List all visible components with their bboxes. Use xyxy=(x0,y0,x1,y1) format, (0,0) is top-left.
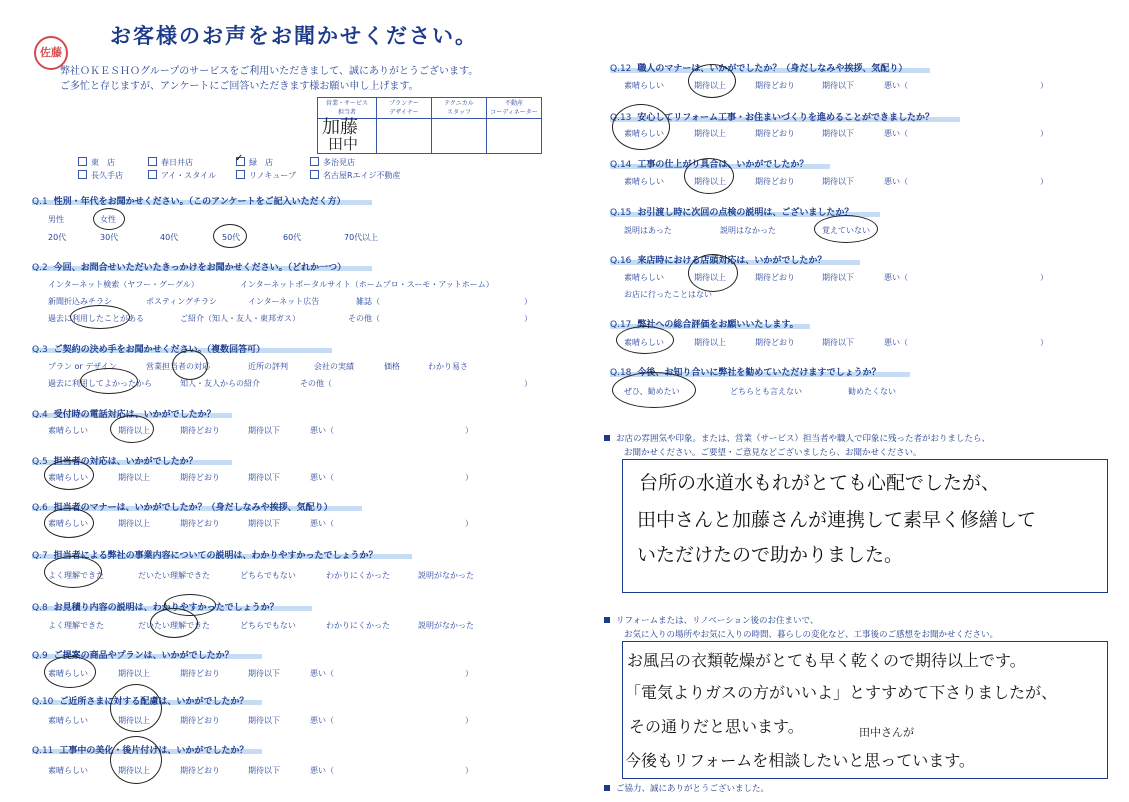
store-renocube[interactable] xyxy=(236,170,296,181)
question-text: 弊社への総合評価をお願いいたします。 xyxy=(637,320,799,330)
question-number: Q.2 xyxy=(32,263,48,273)
question-number: Q.6 xyxy=(32,503,48,513)
q3-option-price[interactable]: 価格 xyxy=(384,362,400,371)
comment-2-line-2: 「電気よりガスの方がいいよ」とすすめて下さりましたが、 xyxy=(625,683,1058,702)
rating-above[interactable]: 期待以上 xyxy=(118,426,150,435)
staff-planner-cell[interactable] xyxy=(377,119,432,154)
q16-option-never-visited[interactable]: お店に行ったことはない xyxy=(624,290,712,299)
understand-neutral[interactable]: どちらでもない xyxy=(240,621,296,630)
q1-age-60[interactable]: 60代 xyxy=(283,233,302,242)
question-text: 担当者のマナーは、いかがでしたか？（身だしなみや挨拶、気配り） xyxy=(53,503,333,513)
store-label: 名古屋Rエイジ不動産 xyxy=(323,171,401,180)
rating-above[interactable]: 期待以上 xyxy=(694,273,726,282)
answer-circle xyxy=(44,508,94,538)
question-text: ご近所さまに対する配慮は、いかがでしたか？ xyxy=(59,697,249,707)
q3-option-plan[interactable]: プラン or デザイン xyxy=(48,362,117,371)
question-3 xyxy=(32,342,265,355)
rating-as-expected[interactable]: 期待どおり xyxy=(755,129,795,138)
rating-above[interactable]: 期待以上 xyxy=(118,669,150,678)
rating-above[interactable]: 期待以上 xyxy=(118,519,150,528)
understand-none[interactable]: 説明がなかった xyxy=(418,571,474,580)
paren-close: ） xyxy=(524,379,532,388)
comment-1-line-1: 台所の水道水もれがとても心配でしたが、 xyxy=(639,472,1001,494)
comment-2-line-1: お風呂の衣類乾燥がとても早く乾くので期待以上です。 xyxy=(627,651,1026,670)
q2-option-magazine[interactable]: 雑誌（ xyxy=(356,297,380,306)
rating-excellent[interactable]: 素晴らしい xyxy=(624,273,664,282)
comment-1-box[interactable] xyxy=(622,459,1108,593)
checkbox[interactable] xyxy=(78,170,87,179)
understand-none[interactable]: 説明がなかった xyxy=(418,621,474,630)
q2-option-posting[interactable]: ポスティングチラシ xyxy=(146,297,218,306)
checkbox-checked[interactable]: ✓ xyxy=(235,153,244,164)
rating-as-expected[interactable]: 期待どおり xyxy=(755,177,795,186)
rating-as-expected[interactable]: 期待どおり xyxy=(180,716,220,725)
q18-option-not-recommend[interactable]: 勧めたくない xyxy=(848,387,896,396)
comment-2-prompt-line-1 xyxy=(604,614,818,626)
store-istyle[interactable] xyxy=(148,170,216,181)
rating-excellent[interactable]: 素晴らしい xyxy=(624,338,664,347)
q2-option-newspaper[interactable]: 新聞折込みチラシ xyxy=(48,297,112,306)
answer-circle xyxy=(814,215,878,243)
store-midori[interactable] xyxy=(235,153,273,168)
comment-2-box[interactable] xyxy=(622,641,1108,779)
rating-above[interactable]: 期待以上 xyxy=(694,129,726,138)
question-text: 工事中の美化・後片付けは、いかがでしたか？ xyxy=(59,746,249,756)
rating-bad[interactable]: 悪い（ xyxy=(310,519,334,528)
question-number: Q.17 xyxy=(610,320,632,330)
question-text: 工事の仕上がり具合は、いかがでしたか？ xyxy=(637,160,809,170)
rating-below[interactable]: 期待以下 xyxy=(822,273,854,282)
answer-circle xyxy=(213,224,247,248)
q15-option-dont-remember[interactable]: 覚えていない xyxy=(822,226,870,235)
comment-2-line-3: その通りだと思います。 xyxy=(629,717,804,736)
rating-bad[interactable]: 悪い（ xyxy=(310,669,334,678)
question-15 xyxy=(610,205,853,218)
q1-age-50[interactable]: 50代 xyxy=(222,233,241,242)
rating-above[interactable]: 期待以上 xyxy=(694,81,726,90)
q3-option-other[interactable]: その他（ xyxy=(300,379,332,388)
question-text: ご契約の決め手をお聞かせください。（複数回答可） xyxy=(53,345,266,355)
rating-excellent[interactable]: 素晴らしい xyxy=(48,669,88,678)
checkbox[interactable] xyxy=(310,170,319,179)
understand-well[interactable]: よく理解できた xyxy=(48,621,104,630)
answer-circle xyxy=(44,460,94,490)
comment-1-line-3: いただけたので助かりました。 xyxy=(637,544,904,566)
q2-option-past-use[interactable]: 過去に利用したことがある xyxy=(48,314,144,323)
question-number: Q.14 xyxy=(610,160,632,170)
rating-as-expected[interactable]: 期待どおり xyxy=(755,81,795,90)
rating-as-expected[interactable]: 期待どおり xyxy=(180,473,220,482)
question-number: Q.1 xyxy=(32,197,48,207)
rating-below[interactable]: 期待以下 xyxy=(822,177,854,186)
answer-circle xyxy=(44,556,102,588)
staff-header-sales: 営業・サービス 担当者 xyxy=(318,98,377,119)
rating-bad[interactable]: 悪い（ xyxy=(310,716,334,725)
rating-excellent[interactable]: 素晴らしい xyxy=(624,177,664,186)
store-label: 長久手店 xyxy=(91,171,123,180)
q2-option-webad[interactable]: インターネット広告 xyxy=(248,297,320,306)
checkbox[interactable] xyxy=(310,157,319,166)
question-1 xyxy=(32,194,346,207)
staff-header-realestate: 不動産 コーディネーター xyxy=(487,98,542,119)
q18-option-recommend[interactable]: ぜひ、勧めたい xyxy=(624,387,680,396)
comment-1-prompt-line-2: お聞かせください。ご要望・ご意見などございましたら、お聞かせください。 xyxy=(624,448,922,458)
rating-above[interactable]: 期待以上 xyxy=(118,473,150,482)
question-8 xyxy=(32,600,279,613)
store-label: アイ・スタイル xyxy=(161,171,217,180)
q1-option-male[interactable]: 男性 xyxy=(48,215,64,224)
footer-text: ご協力、誠にありがとうございました。 xyxy=(616,784,770,794)
comment-2-insert: 田中さんが xyxy=(859,726,914,739)
rating-excellent[interactable]: 素晴らしい xyxy=(624,81,664,90)
rating-bad[interactable]: 悪い（ xyxy=(310,426,334,435)
paren-close: ） xyxy=(465,766,473,775)
q1-age-20[interactable]: 20代 xyxy=(48,233,67,242)
rating-above[interactable]: 期待以上 xyxy=(694,177,726,186)
question-number: Q.16 xyxy=(610,256,632,266)
understand-mostly[interactable]: だいたい理解できた xyxy=(138,621,210,630)
paren-close: ） xyxy=(465,519,473,528)
intro-line-1: 弊社ＯＫＥＳＨＯグループのサービスをご利用いただきまして、誠にありがとうございます。 xyxy=(60,66,479,77)
question-number: Q.13 xyxy=(610,113,632,123)
question-number: Q.12 xyxy=(610,64,632,74)
paren-close: ） xyxy=(465,669,473,678)
rating-below[interactable]: 期待以下 xyxy=(822,338,854,347)
understand-mostly[interactable]: だいたい理解できた xyxy=(138,571,210,580)
q3-option-clarity[interactable]: わかり易さ xyxy=(428,362,468,371)
checkbox[interactable] xyxy=(148,157,157,166)
rating-below[interactable]: 期待以下 xyxy=(248,716,280,725)
answer-circle xyxy=(70,305,130,329)
question-number: Q.7 xyxy=(32,551,48,561)
staff-realestate-cell[interactable] xyxy=(487,119,542,154)
rating-excellent[interactable]: 素晴らしい xyxy=(48,716,88,725)
q1-age-30[interactable]: 30代 xyxy=(100,233,119,242)
q18-option-neutral[interactable]: どちらとも言えない xyxy=(730,387,802,396)
page-title: お客様のお声をお聞かせください。 xyxy=(110,24,478,48)
staff-header-planner: プランナー デザイナー xyxy=(377,98,432,119)
checkbox[interactable] xyxy=(78,157,87,166)
store-nagoya-r[interactable] xyxy=(310,170,401,181)
rating-bad[interactable]: 悪い（ xyxy=(310,766,334,775)
prompt-text: リフォームまたは、リノベーション後のお住まいで、 xyxy=(616,616,819,626)
answer-circle xyxy=(80,368,138,394)
rating-below[interactable]: 期待以下 xyxy=(248,473,280,482)
rating-below[interactable]: 期待以下 xyxy=(248,519,280,528)
question-number: Q.18 xyxy=(610,368,632,378)
paren-close: ） xyxy=(1040,338,1048,347)
staff-table xyxy=(317,97,542,154)
answer-circle xyxy=(150,608,198,638)
paren-close: ） xyxy=(1040,177,1048,186)
question-text: 担当者の対応は、いかがでしたか？ xyxy=(53,457,198,467)
store-label: リノキューブ xyxy=(249,171,296,180)
rating-as-expected[interactable]: 期待どおり xyxy=(180,519,220,528)
q2-option-referral[interactable]: ご紹介（知人・友人・東邦ガス） xyxy=(180,314,300,323)
rating-excellent[interactable]: 素晴らしい xyxy=(624,129,664,138)
rating-below[interactable]: 期待以下 xyxy=(248,766,280,775)
question-number: Q.15 xyxy=(610,208,632,218)
answer-circle xyxy=(612,372,696,408)
understand-hard[interactable]: わかりにくかった xyxy=(326,621,390,630)
question-12 xyxy=(610,61,907,74)
staff-name-kato: 加藤 xyxy=(322,117,358,138)
paren-close: ） xyxy=(1040,81,1048,90)
staff-technical-cell[interactable] xyxy=(432,119,487,154)
answer-circle xyxy=(110,736,162,784)
question-number: Q.4 xyxy=(32,410,48,420)
q2-option-other[interactable]: その他（ xyxy=(348,314,380,323)
q2-option-search[interactable]: インターネット検索（ヤフー・グーグル） xyxy=(48,280,199,289)
question-2 xyxy=(32,260,346,273)
answer-circle xyxy=(44,656,96,688)
answer-circle xyxy=(684,158,734,194)
rating-excellent[interactable]: 素晴らしい xyxy=(48,426,88,435)
q3-option-sales[interactable]: 営業担当者の対応 xyxy=(146,362,210,371)
comment-2-prompt-line-2: お気に入りの場所やお気に入りの時間、暮らしの変化など、工事後のご感想をお聞かせください。 xyxy=(624,630,999,640)
question-text: ご提案の商品やプランは、いかがでしたか？ xyxy=(53,651,234,661)
question-number: Q.9 xyxy=(32,651,48,661)
question-text: 担当者による弊社の事業内容についての説明は、わかりやすかったでしょうか？ xyxy=(53,551,378,561)
question-number: Q.5 xyxy=(32,457,48,467)
rating-as-expected[interactable]: 期待どおり xyxy=(755,273,795,282)
store-label: 多治見店 xyxy=(323,158,355,167)
staff-name-tanaka: 田中 xyxy=(328,135,359,153)
q3-option-reputation[interactable]: 近所の評判 xyxy=(248,362,288,371)
paren-close: ） xyxy=(524,314,532,323)
square-bullet-icon xyxy=(604,435,610,441)
q1-option-female[interactable]: 女性 xyxy=(100,215,116,224)
paren-close: ） xyxy=(1040,129,1048,138)
intro-line-2: ご多忙と存じますが、アンケートにご回答いただきます様お願い申し上げます。 xyxy=(60,81,419,92)
question-text: 安心してリフォーム工事・お住まいづくりを進めることができましたか？ xyxy=(637,113,934,123)
question-text: お引渡し時に次回の点検の説明は、ございましたか？ xyxy=(637,208,854,218)
answer-circle xyxy=(110,684,162,732)
rating-as-expected[interactable]: 期待どおり xyxy=(755,338,795,347)
square-bullet-icon xyxy=(604,785,610,791)
question-text: 性別・年代をお聞かせください。（このアンケートをご記入いただく方） xyxy=(53,197,346,207)
question-number: Q.10 xyxy=(32,697,54,707)
paren-close: ） xyxy=(465,716,473,725)
rating-above[interactable]: 期待以上 xyxy=(694,338,726,347)
answer-circle xyxy=(688,64,736,98)
question-number: Q.8 xyxy=(32,603,48,613)
q15-option-not-explained[interactable]: 説明はなかった xyxy=(720,226,776,235)
comment-2-line-4: 今後もリフォームを相談したいと思っています。 xyxy=(625,751,975,770)
rating-excellent[interactable]: 素晴らしい xyxy=(48,473,88,482)
understand-well[interactable]: よく理解できた xyxy=(48,571,104,580)
rating-bad[interactable]: 悪い（ xyxy=(884,129,908,138)
seal-stamp: 佐藤 xyxy=(34,36,68,70)
staff-sales-names[interactable] xyxy=(318,119,377,154)
rating-as-expected[interactable]: 期待どおり xyxy=(180,669,220,678)
store-label: 東 店 xyxy=(91,158,115,167)
question-text: 今回、お問合せいただいたきっかけをお聞かせください。（どれか一つ） xyxy=(53,263,347,273)
paren-close: ） xyxy=(465,473,473,482)
checkbox[interactable] xyxy=(148,170,157,179)
staff-header-technical: テクニカル スタッフ xyxy=(432,98,487,119)
comment-1-prompt-line-1 xyxy=(604,432,990,444)
footer-thanks xyxy=(604,782,769,794)
question-text: 来店時における店頭対応は、いかがでしたか？ xyxy=(637,256,827,266)
question-number: Q.3 xyxy=(32,345,48,355)
understand-hard[interactable]: わかりにくかった xyxy=(326,571,390,580)
paren-close: ） xyxy=(465,426,473,435)
q3-option-track-record[interactable]: 会社の実績 xyxy=(314,362,354,371)
rating-bad[interactable]: 悪い（ xyxy=(884,338,908,347)
rating-bad[interactable]: 悪い（ xyxy=(884,177,908,186)
comment-1-line-2: 田中さんと加藤さんが連携して素早く修繕して xyxy=(637,509,1037,531)
rating-excellent[interactable]: 素晴らしい xyxy=(48,766,88,775)
answer-circle xyxy=(93,208,125,230)
rating-bad[interactable]: 悪い（ xyxy=(310,473,334,482)
rating-as-expected[interactable]: 期待どおり xyxy=(180,766,220,775)
question-text: 受付時の電話対応は、いかがでしたか？ xyxy=(53,410,216,420)
store-tajimi[interactable] xyxy=(310,157,355,168)
paren-close: ） xyxy=(524,297,532,306)
store-kasugai[interactable] xyxy=(148,157,193,168)
q1-age-40[interactable]: 40代 xyxy=(160,233,179,242)
q3-option-friend[interactable]: 知人・友人からの紹介 xyxy=(180,379,260,388)
rating-below[interactable]: 期待以下 xyxy=(822,129,854,138)
rating-above[interactable]: 期待以上 xyxy=(118,766,150,775)
answer-circle xyxy=(688,254,738,292)
q2-option-portal[interactable]: インターネットポータルサイト（ホームプロ・スーモ・アットホーム） xyxy=(240,280,494,289)
square-bullet-icon xyxy=(604,617,610,623)
rating-below[interactable]: 期待以下 xyxy=(248,669,280,678)
answer-circle xyxy=(612,104,670,150)
q1-age-70[interactable]: 70代以上 xyxy=(344,233,379,242)
store-higashi[interactable] xyxy=(78,157,115,168)
question-number: Q.11 xyxy=(32,746,54,756)
checkbox[interactable] xyxy=(236,170,245,179)
question-text: お見積り内容の説明は、わかりやすかったでしょうか？ xyxy=(53,603,279,613)
understand-neutral[interactable]: どちらでもない xyxy=(240,571,296,580)
q3-option-past-good[interactable]: 過去に利用してよかったから xyxy=(48,379,152,388)
question-text: 今後、お知り合いに弊社を勧めていただけますでしょうか？ xyxy=(637,368,881,378)
question-text: 職人のマナーは、いかがでしたか？（身だしなみや挨拶、気配り） xyxy=(637,64,908,74)
prompt-text: お店の雰囲気や印象。または、営業（サービス）担当者や職人で印象に残った者がおりましたら、 xyxy=(616,434,991,444)
answer-circle xyxy=(172,350,208,380)
rating-above[interactable]: 期待以上 xyxy=(118,716,150,725)
answer-circle xyxy=(110,415,154,443)
rating-as-expected[interactable]: 期待どおり xyxy=(180,426,220,435)
store-label: 緑 店 xyxy=(249,158,273,167)
rating-bad[interactable]: 悪い（ xyxy=(884,81,908,90)
store-label: 春日井店 xyxy=(161,158,193,167)
rating-bad[interactable]: 悪い（ xyxy=(884,273,908,282)
q15-option-explained[interactable]: 説明はあった xyxy=(624,226,672,235)
rating-excellent[interactable]: 素晴らしい xyxy=(48,519,88,528)
store-nagakute[interactable] xyxy=(78,170,123,181)
answer-circle xyxy=(616,326,674,354)
rating-below[interactable]: 期待以下 xyxy=(248,426,280,435)
paren-close: ） xyxy=(1040,273,1048,282)
rating-below[interactable]: 期待以下 xyxy=(822,81,854,90)
